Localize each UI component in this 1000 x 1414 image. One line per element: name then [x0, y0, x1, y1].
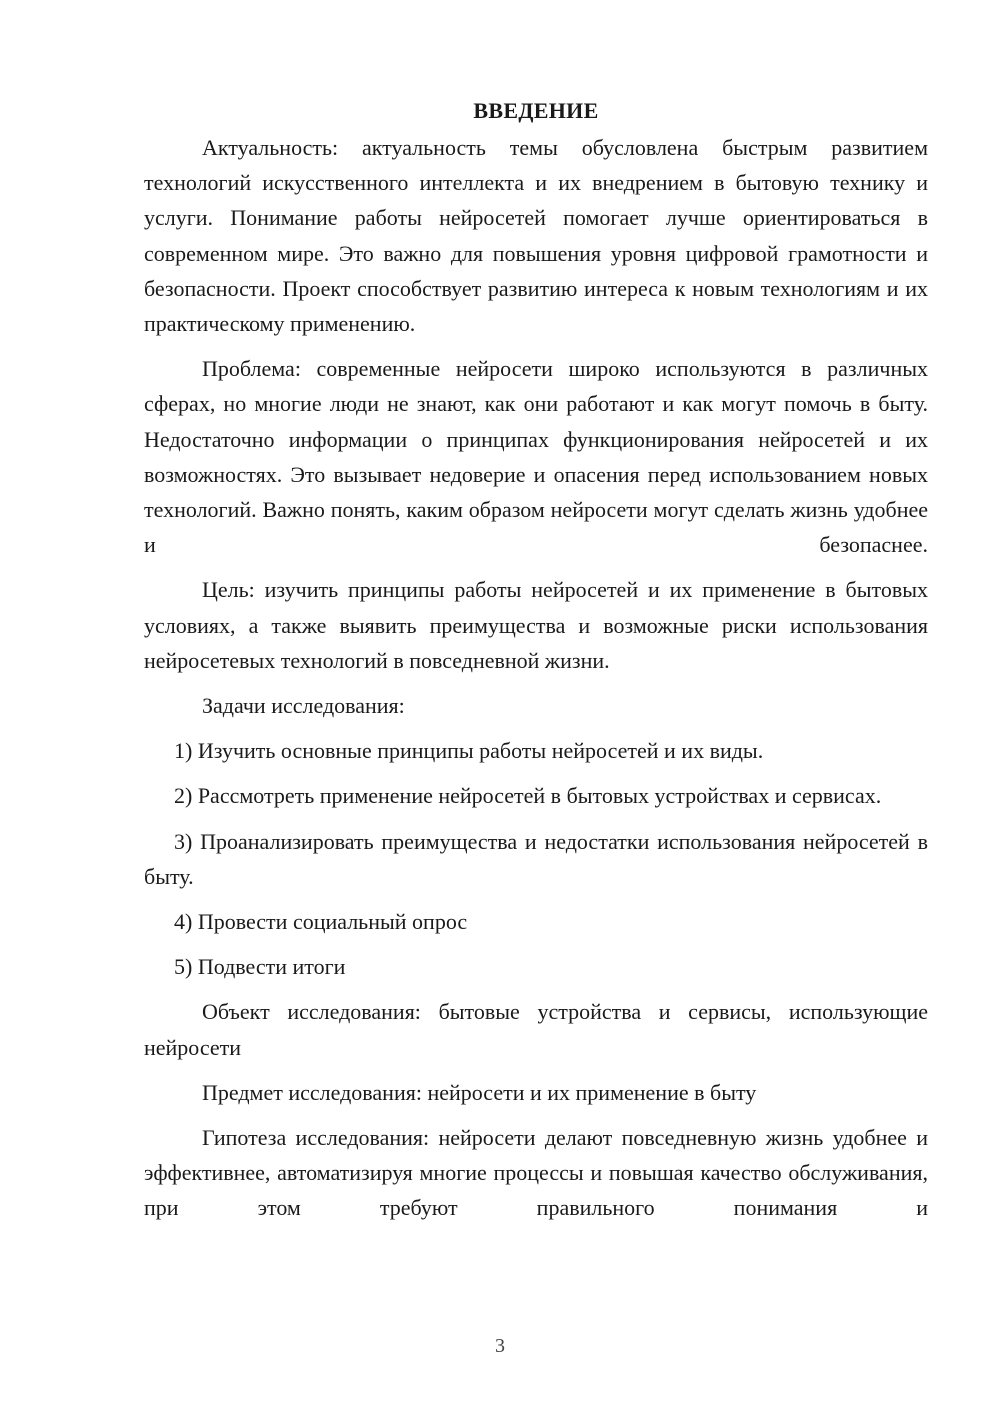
subject-paragraph: Предмет исследования: нейросети и их применение в быту	[202, 1079, 757, 1105]
task-item-1: 1) Изучить основные принципы работы нейросетей и их виды.	[174, 738, 764, 764]
relevance-paragraph: Актуальность: актуальность темы обусловлена быстрым развитием технологий искусственного интеллекта и их внедрением в бытовую технику и услуги. Понимание работы нейросетей помогает лучше ориентироваться в современном мире. Это важно для повышения уровня цифровой грамотности и безопасности. Проект способствует развитию интереса к новым технологиям и их практическому применению.	[144, 135, 928, 337]
object-paragraph: Объект исследования: бытовые устройства и сервисы, использующие нейросети	[144, 999, 928, 1060]
page-title: ВВЕДЕНИЕ	[473, 98, 599, 123]
tasks-title: Задачи исследования:	[202, 693, 405, 719]
document-page	[144, 96, 928, 1236]
goal-paragraph: Цель: изучить принципы работы нейросетей и их применение в бытовых условиях, а также выявить преимущества и возможные риски использования нейросетевых технологий в повседневной жизни.	[144, 577, 928, 673]
problem-paragraph: Проблема: современные нейросети широко используются в различных сферах, но многие люди не знают, как они работают и как могут помочь в быту. Недостаточно информации о принципах функционирования нейросетей и их возможностях. Это вызывает недоверие и опасения перед использованием новых технологий. Важно понять, каким образом нейросети могут сделать жизнь удобнее и безопаснее.	[144, 356, 928, 558]
task-item-4: 4) Провести социальный опрос	[174, 909, 468, 935]
task-item-5: 5) Подвести итоги	[174, 954, 346, 980]
task-item-3: 3) Проанализировать преимущества и недостатки использования нейросетей в быту.	[144, 828, 928, 889]
page-number: 3	[495, 1335, 505, 1357]
task-item-2: 2) Рассмотреть применение нейросетей в бытовых устройствах и сервисах.	[174, 783, 882, 809]
hypothesis-paragraph: Гипотеза исследования: нейросети делают повседневную жизнь удобнее и эффективнее, автоматизируя многие процессы и повышая качество обслуживания, при этом требуют правильного понимания и	[144, 1125, 928, 1221]
